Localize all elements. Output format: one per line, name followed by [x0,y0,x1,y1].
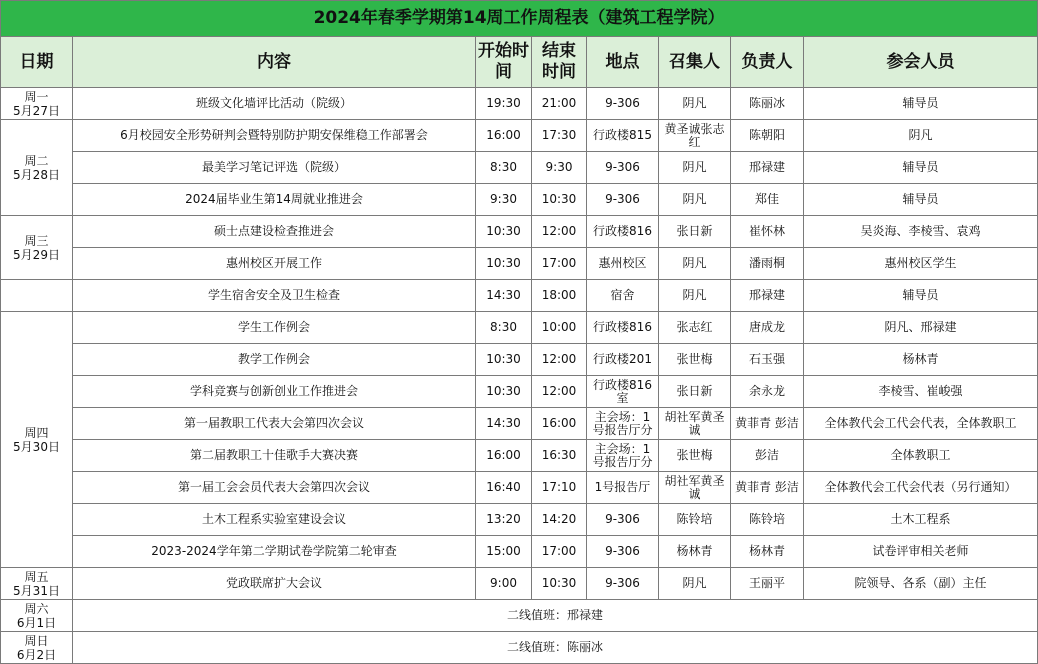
day-cell-saturday: 周六 6月1日 [1,600,73,632]
event-leader: 杨林青 [731,536,804,568]
event-start: 16:00 [476,120,532,152]
event-end: 16:30 [532,440,587,472]
event-end: 17:00 [532,536,587,568]
event-leader: 唐成龙 [731,312,804,344]
header-date: 日期 [1,37,73,88]
header-content: 内容 [73,37,476,88]
event-place: 9-306 [587,504,659,536]
event-convener: 阴凡 [659,248,731,280]
event-attendees: 李棱雪、崔峻强 [804,376,1038,408]
event-attendees: 院领导、各系（副）主任 [804,568,1038,600]
event-content: 6月校园安全形势研判会暨特别防护期安保维稳工作部署会 [73,120,476,152]
event-place: 9-306 [587,184,659,216]
event-convener: 杨林青 [659,536,731,568]
day-cell-empty [1,280,73,312]
day-cell-sunday: 周日 6月2日 [1,632,73,664]
event-start: 8:30 [476,312,532,344]
event-start: 13:20 [476,504,532,536]
event-content: 第一届工会会员代表大会第四次会议 [73,472,476,504]
event-place: 行政楼816 [587,312,659,344]
event-attendees: 辅导员 [804,184,1038,216]
event-attendees: 杨林青 [804,344,1038,376]
event-convener: 张日新 [659,376,731,408]
duty-sunday: 二线值班：陈丽冰 [73,632,1038,664]
event-convener: 阴凡 [659,88,731,120]
day-cell-thursday: 周四 5月30日 [1,312,73,568]
event-place: 9-306 [587,536,659,568]
event-content: 2023-2024学年第二学期试卷学院第二轮审查 [73,536,476,568]
event-leader: 王丽平 [731,568,804,600]
day-cell-monday: 周一 5月27日 [1,88,73,120]
event-attendees: 试卷评审相关老师 [804,536,1038,568]
event-attendees: 阴凡 [804,120,1038,152]
event-end: 10:30 [532,568,587,600]
event-convener: 张世梅 [659,440,731,472]
event-content: 班级文化墙评比活动（院级） [73,88,476,120]
event-content: 党政联席扩大会议 [73,568,476,600]
event-content: 学生宿舍安全及卫生检查 [73,280,476,312]
event-attendees: 土木工程系 [804,504,1038,536]
event-place: 9-306 [587,88,659,120]
event-content: 硕士点建设检查推进会 [73,216,476,248]
event-end: 10:30 [532,184,587,216]
event-attendees: 阴凡、邢禄建 [804,312,1038,344]
header-attendees: 参会人员 [804,37,1038,88]
event-leader: 邢禄建 [731,280,804,312]
event-content: 教学工作例会 [73,344,476,376]
event-end: 12:00 [532,216,587,248]
event-start: 19:30 [476,88,532,120]
event-leader: 石玉强 [731,344,804,376]
day-cell-tuesday: 周二 5月28日 [1,120,73,216]
event-leader: 余永龙 [731,376,804,408]
event-place: 行政楼816室 [587,376,659,408]
event-convener: 张日新 [659,216,731,248]
event-start: 9:30 [476,184,532,216]
event-content: 学生工作例会 [73,312,476,344]
event-convener: 阴凡 [659,280,731,312]
event-start: 10:30 [476,216,532,248]
event-start: 10:30 [476,248,532,280]
event-convener: 张志红 [659,312,731,344]
event-convener: 阴凡 [659,152,731,184]
event-place: 主会场：1号报告厅分 [587,408,659,440]
event-convener: 胡社军黄圣诚 [659,408,731,440]
event-end: 16:00 [532,408,587,440]
event-leader: 崔怀林 [731,216,804,248]
event-attendees: 全体教代会工代会代表（另行通知） [804,472,1038,504]
event-attendees: 全体教代会工代会代表，全体教职工 [804,408,1038,440]
day-cell-friday: 周五 5月31日 [1,568,73,600]
event-start: 10:30 [476,376,532,408]
event-start: 14:30 [476,280,532,312]
event-end: 21:00 [532,88,587,120]
event-end: 14:20 [532,504,587,536]
event-place: 惠州校区 [587,248,659,280]
event-end: 12:00 [532,376,587,408]
event-convener: 张世梅 [659,344,731,376]
page-title: 2024年春季学期第14周工作周程表（建筑工程学院） [1,1,1038,37]
event-start: 16:40 [476,472,532,504]
event-end: 10:00 [532,312,587,344]
event-content: 第一届教职工代表大会第四次会议 [73,408,476,440]
event-leader: 邢禄建 [731,152,804,184]
event-end: 18:00 [532,280,587,312]
event-start: 8:30 [476,152,532,184]
event-place: 行政楼201 [587,344,659,376]
event-leader: 郑佳 [731,184,804,216]
event-place: 行政楼816 [587,216,659,248]
event-attendees: 辅导员 [804,88,1038,120]
event-convener: 胡社军黄圣诚 [659,472,731,504]
event-end: 9:30 [532,152,587,184]
event-attendees: 辅导员 [804,280,1038,312]
event-place: 行政楼815 [587,120,659,152]
event-leader: 黄菲青 彭洁 [731,472,804,504]
event-attendees: 辅导员 [804,152,1038,184]
header-place: 地点 [587,37,659,88]
event-convener: 阴凡 [659,568,731,600]
event-place: 9-306 [587,152,659,184]
event-content: 第二届教职工十佳歌手大赛决赛 [73,440,476,472]
event-attendees: 全体教职工 [804,440,1038,472]
event-leader: 黄菲青 彭洁 [731,408,804,440]
event-convener: 阴凡 [659,184,731,216]
header-start-time: 开始时间 [476,37,532,88]
day-cell-wednesday: 周三 5月29日 [1,216,73,280]
event-content: 惠州校区开展工作 [73,248,476,280]
event-leader: 陈丽冰 [731,88,804,120]
event-place: 主会场：1号报告厅分 [587,440,659,472]
event-content: 2024届毕业生第14周就业推进会 [73,184,476,216]
event-leader: 潘雨桐 [731,248,804,280]
event-end: 17:10 [532,472,587,504]
event-end: 12:00 [532,344,587,376]
event-start: 15:00 [476,536,532,568]
event-leader: 彭洁 [731,440,804,472]
header-leader: 负责人 [731,37,804,88]
event-end: 17:00 [532,248,587,280]
event-start: 9:00 [476,568,532,600]
event-start: 14:30 [476,408,532,440]
event-start: 10:30 [476,344,532,376]
header-end-time: 结束时间 [532,37,587,88]
event-place: 1号报告厅 [587,472,659,504]
event-convener: 黄圣诚张志红 [659,120,731,152]
event-content: 学科竞赛与创新创业工作推进会 [73,376,476,408]
event-convener: 陈铃培 [659,504,731,536]
event-content: 最美学习笔记评选（院级） [73,152,476,184]
event-end: 17:30 [532,120,587,152]
event-start: 16:00 [476,440,532,472]
event-attendees: 吴炎海、李棱雪、袁鸡 [804,216,1038,248]
duty-saturday: 二线值班：邢禄建 [73,600,1038,632]
event-place: 9-306 [587,568,659,600]
event-leader: 陈铃培 [731,504,804,536]
event-place: 宿舍 [587,280,659,312]
event-attendees: 惠州校区学生 [804,248,1038,280]
event-content: 土木工程系实验室建设会议 [73,504,476,536]
event-leader: 陈朝阳 [731,120,804,152]
header-convener: 召集人 [659,37,731,88]
